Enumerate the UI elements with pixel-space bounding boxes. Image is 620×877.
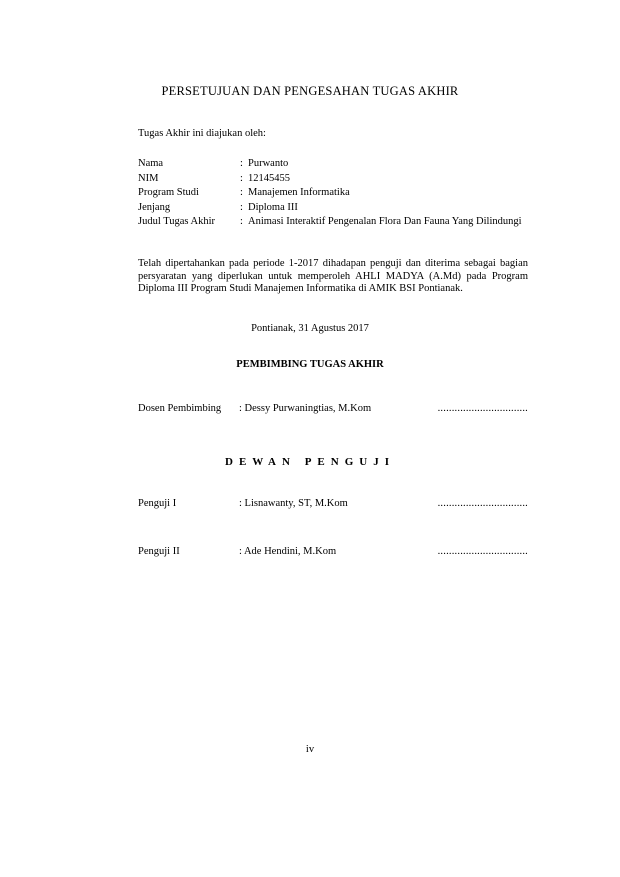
- supervisor-row: [138, 403, 528, 418]
- intro-text: Tugas Akhir ini diajukan oleh:: [138, 128, 266, 139]
- page-title: PERSETUJUAN DAN PENGESAHAN TUGAS AKHIR: [161, 84, 459, 98]
- info-colon: :: [240, 187, 243, 198]
- info-value: Diploma III: [248, 201, 298, 213]
- examiner-name: : Lisnawanty, ST, M.Kom: [239, 498, 348, 509]
- info-label: Judul Tugas Akhir: [138, 216, 216, 227]
- info-label: Nama: [138, 158, 164, 169]
- examiners-heading: DEWAN PENGUJI: [225, 456, 395, 468]
- info-row-name: [138, 157, 528, 172]
- info-colon: :: [240, 172, 243, 184]
- info-row-thesis-title: [138, 215, 528, 230]
- approval-paragraph: Telah dipertahankan pada periode 1-2017 dihadapan penguji dan diterima sebagai bagian persyaratan yang diperlukan untuk memperoleh AHLI MADYA (A.Md) pada Program Diploma III Program Studi Manajemen Informatika di AMIK BSI Pontianak.: [138, 258, 528, 295]
- examiner-name: : Ade Hendini, M.Kom: [239, 546, 337, 557]
- info-row-nim: [138, 172, 528, 187]
- info-label: Jenjang: [138, 201, 171, 213]
- examiner-label: Penguji II: [138, 546, 180, 557]
- signature-line: ................................: [437, 546, 528, 557]
- supervisor-name: : Dessy Purwaningtias, M.Kom: [239, 403, 372, 414]
- info-label: NIM: [138, 172, 159, 184]
- examiner-row-1: [138, 498, 528, 513]
- info-colon: :: [240, 158, 243, 169]
- info-row-program: [138, 186, 528, 201]
- examiner-label: Penguji I: [138, 498, 177, 509]
- signature-line: ................................: [437, 403, 528, 414]
- info-label: Program Studi: [138, 187, 199, 198]
- info-value: 12145455: [248, 172, 290, 184]
- place-date: Pontianak, 31 Agustus 2017: [251, 323, 369, 334]
- supervisor-heading: PEMBIMBING TUGAS AKHIR: [236, 359, 384, 370]
- info-colon: :: [240, 201, 243, 213]
- info-row-level: [138, 201, 528, 216]
- info-value: Purwanto: [248, 158, 289, 169]
- page-number: iv: [305, 744, 315, 755]
- signature-line: ................................: [437, 498, 528, 509]
- info-colon: :: [240, 216, 243, 227]
- info-value: Manajemen Informatika: [248, 187, 350, 198]
- student-info-table: [138, 157, 528, 230]
- info-value: Animasi Interaktif Pengenalan Flora Dan Fauna Yang Dilindungi: [248, 216, 522, 227]
- supervisor-label: Dosen Pembimbing: [138, 403, 222, 414]
- examiner-row-2: [138, 546, 528, 561]
